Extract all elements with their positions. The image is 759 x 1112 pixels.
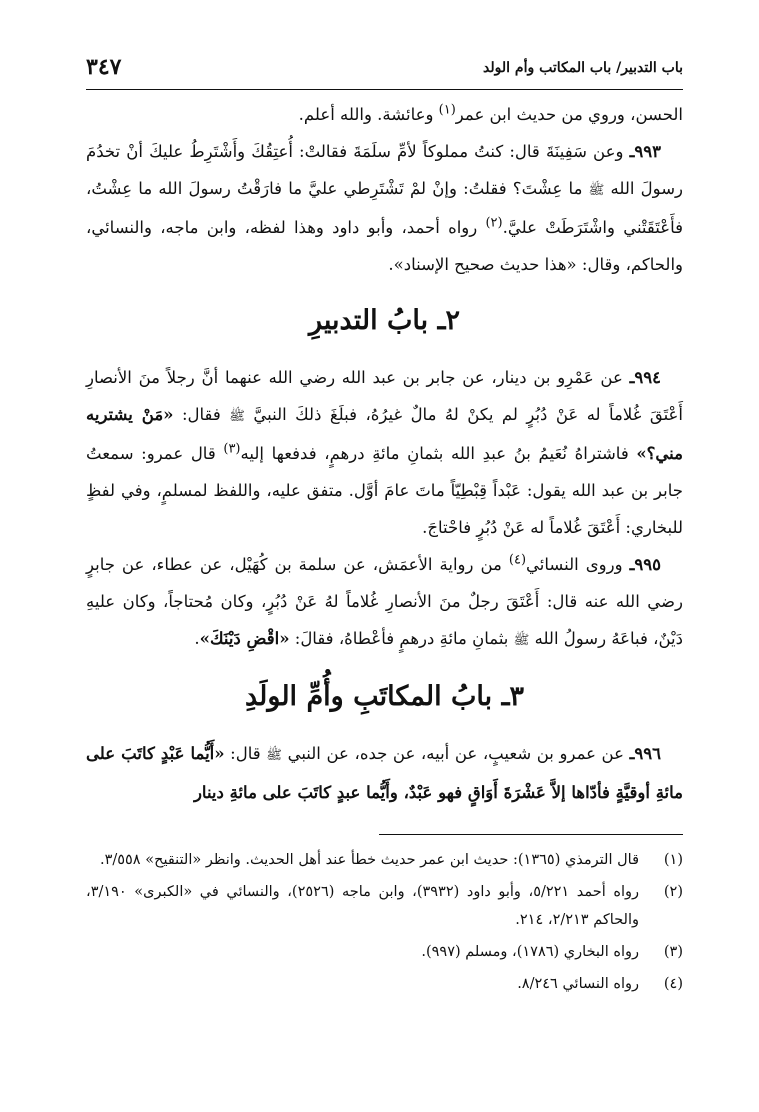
hadith-number: ٩٩٥ـ [629, 555, 661, 574]
hadith-number: ٩٩٦ـ [629, 744, 662, 763]
footnote-text: رواه النسائي ٨/٢٤٦. [517, 976, 639, 992]
footnote-item [86, 938, 683, 966]
footnote-item [86, 846, 683, 874]
salutation-glyph: ﷺ [229, 409, 245, 424]
text: وروى النسائي [526, 555, 630, 574]
footnote-number: (٣) [663, 944, 683, 960]
footnote-ref[interactable]: (٤) [508, 552, 527, 568]
header-title: باب التدبير/ باب المكاتب وأم الولد [483, 60, 683, 76]
text: ما عِشْتَ؟ فقلتُ: وإنْ لمْ تَشْتَرِطي عليَّ ما فارَقْتُ رسولَ الله ما عِشْتُ، فأَعْتَقَتْني واشْتَرَطَتْ عليَّ. [86, 179, 683, 237]
footnote-number: (٢) [663, 884, 683, 900]
text: من رواية الأعمَش، عن سلمة بن كُهَيْل، عن عطاء، عن جابرٍ رضي الله عنه قال: أَعْتَقَ رجلٌ منَ الأنصارِ غُلاماً لهُ عَنْ دُبُرٍ، وكان مُحتاجاً، وكان عليهِ دَيْنٌ، فباعَهُ رسولُ الله [86, 555, 683, 648]
footnote-text: رواه أحمد ٥/٢٢١، وأبو داود (٣٩٣٢)، وابن ماجه (٢٥٢٦)، والنسائي في «الكبرى» ٣/١٩٠، والحاكم ٢/٢١٣، ٢١٤. [86, 884, 639, 928]
hadith-994 [86, 359, 683, 546]
running-header [86, 52, 683, 86]
chapter-heading-mukatab: ٣ـ بابُ المكاتَبِ وأُمِّ الولَدِ [244, 681, 525, 712]
footnote-text: قال الترمذي (١٣٦٥): حديث ابن عمر حديث خطأ عند أهل الحديث. وانظر «التنقيح» ٣/٥٥٨. [99, 852, 639, 868]
chapter-heading-tadbir: ٢ـ بابُ التدبيرِ [309, 305, 460, 336]
main-text [86, 96, 683, 811]
text: بثمانِ مائةِ درهمٍ فأعْطاهُ، فقالَ: [289, 629, 514, 648]
hadith-995 [86, 546, 683, 659]
text: فقال: [173, 405, 230, 424]
text: رواه أحمد، وأبو داود وهذا لفظه، وابن ماجه، والنسائي، والحاكم، وقال: «هذا حديث صحيح الإسناد». [86, 218, 683, 274]
salutation-glyph: ﷺ [513, 633, 530, 648]
salutation-glyph: ﷺ [266, 748, 282, 763]
hadith-996 [86, 735, 683, 811]
text: الحسن، وروي من حديث ابن عمر [455, 105, 683, 124]
salutation-glyph: ﷺ [588, 183, 605, 198]
hadith-993 [86, 133, 683, 283]
prophetic-quote: «اقْضِ دَيْنَكَ» [199, 629, 290, 648]
text: عن عمرو بن شعيبٍ، عن أبيه، عن جده، عن النبي [281, 744, 630, 763]
prophetic-quote: «مَنْ يشتريه مني؟» [86, 405, 683, 463]
text: قال: [224, 744, 267, 763]
text: وعائشة. والله أعلم. [298, 105, 439, 124]
footnote-divider [379, 834, 683, 835]
text: عن عَمْرِو بن دينار، عن جابر بن عبد الله رضي الله عنهما أنَّ رجلاً منَ الأنصارِ أَعْتَقَ غُلاماً له عَنْ دُبُرٍ لم يكنْ لهُ مالٌ غيرُهُ، فبلَغَ ذلكَ النبيَّ [86, 368, 683, 424]
prophetic-quote: «أَيُّما عَبْدٍ كاتَبَ على مائةِ أوقيَّةٍ فأدّاها إلاَّ عَشْرَةَ أَوَاقٍ فهو عَبْدٌ، وأَيُّما عبدٍ كاتَبَ على مائةِ دينار [86, 744, 683, 802]
text: . [194, 629, 200, 648]
text: فاشتراهُ نُعَيمُ بنُ عبدِ الله بثمانِ مائةِ درهمٍ، فدفعها إليه [240, 444, 637, 463]
hadith-992-continuation [86, 96, 683, 133]
footnote-number: (١) [663, 852, 683, 868]
footnote-ref[interactable]: (٣) [223, 441, 241, 457]
header-divider [86, 89, 683, 90]
footnote-number: (٤) [663, 976, 683, 992]
footnote-text: رواه البخاري (١٧٨٦)، ومسلم (٩٩٧). [421, 944, 639, 960]
text: وعن سَفِينَةَ قال: كنتُ مملوكاً لأمِّ سلَمَةَ فقالتْ: أُعتِقُكَ وأَشْتَرِطُ عليكَ أنْ تخدُمَ رسولَ الله [86, 142, 683, 198]
footnote-item [86, 878, 683, 934]
page-number: ٣٤٧ [86, 54, 122, 80]
footnote-ref[interactable]: (٢) [485, 215, 503, 231]
footnote-ref[interactable]: (١) [438, 102, 456, 118]
text: قال عمرو: سمعتُ جابر بن عبد الله يقول: عَبْداً قِبْطِيّاً ماتَ عامَ أوَّل. متفق عليه، واللفظ لمسلمٍ، وفي لفظٍ للبخاري: أَعْتَقَ غُلاماً له عَنْ دُبُرٍ فاحْتاجَ. [86, 444, 683, 537]
hadith-number: ٩٩٣ـ [629, 142, 661, 161]
footnote-item [86, 970, 683, 998]
hadith-number: ٩٩٤ـ [629, 368, 661, 387]
footnotes [86, 846, 683, 1002]
